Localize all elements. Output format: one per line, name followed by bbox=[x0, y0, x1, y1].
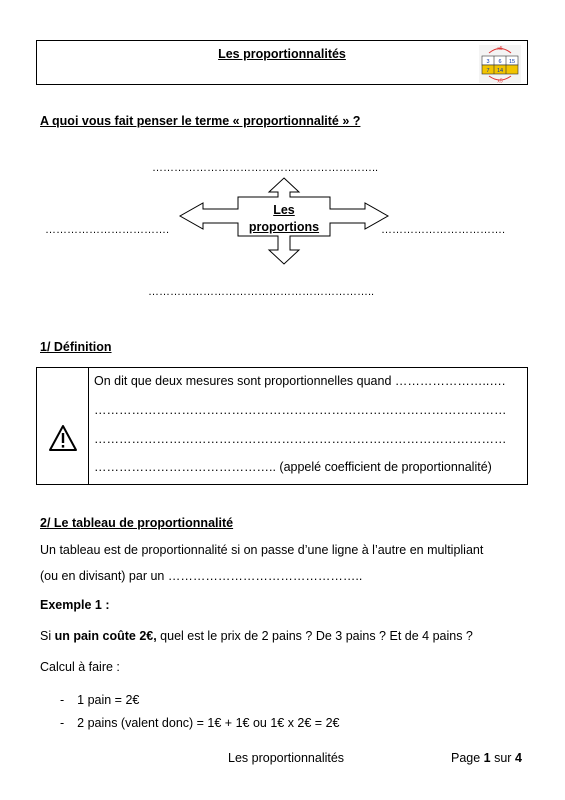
example-heading: Exemple 1 : bbox=[40, 598, 110, 612]
answer-line-right[interactable]: ……………………………. bbox=[381, 224, 506, 236]
section2-heading: 2/ Le tableau de proportionnalité bbox=[40, 516, 234, 530]
footer-title: Les proportionnalités bbox=[228, 751, 345, 765]
logo-bottom-label: x5 bbox=[497, 78, 503, 83]
answer-line-top[interactable]: …………………………………………………….. bbox=[152, 162, 379, 174]
example-prefix: Si bbox=[40, 629, 55, 643]
page-prefix: Page bbox=[451, 751, 484, 765]
logo-cell: 15 bbox=[508, 59, 516, 65]
page-title: Les proportionnalités bbox=[218, 47, 346, 61]
definition-line-2[interactable]: ……………………………………………………………………………………… bbox=[94, 403, 507, 417]
definition-line-1: On dit que deux mesures sont proportionnelles quand …………………..…. bbox=[94, 374, 506, 388]
diagram-label-line2: proportions bbox=[248, 220, 320, 234]
example-suffix: quel est le prix de 2 pains ? De 3 pains ? Et de 4 pains ? bbox=[156, 629, 473, 643]
title-box bbox=[36, 40, 528, 85]
page-middle: sur bbox=[490, 751, 515, 765]
answer-line-left[interactable]: ……………………………. bbox=[45, 224, 170, 236]
definition-divider bbox=[88, 368, 89, 484]
page-total: 4 bbox=[514, 751, 522, 765]
example-question bbox=[40, 629, 473, 643]
page-current: 1 bbox=[483, 751, 491, 765]
page-number bbox=[451, 751, 522, 765]
logo-top-label: x5 bbox=[497, 46, 503, 52]
list-item-text: 2 pains (valent donc) = 1€ + 1€ ou 1€ x 2€ = 2€ bbox=[77, 716, 340, 730]
diagram-label-line1: Les bbox=[273, 203, 295, 217]
definition-line-3[interactable]: ……………………………………………………………………………………… bbox=[94, 432, 507, 446]
question-heading: A quoi vous fait penser le terme « proportionnalité » ? bbox=[40, 114, 361, 128]
list-item-text: 1 pain = 2€ bbox=[77, 693, 140, 707]
logo-cell: 14 bbox=[496, 68, 504, 74]
example-bold-text: un pain coûte 2€, bbox=[54, 629, 157, 643]
list-item bbox=[60, 716, 339, 730]
answer-line-bottom[interactable]: …………………………………………………….. bbox=[148, 286, 375, 298]
definition-line-4: …………………………………….. (appelé coefficient de proportionnalité) bbox=[94, 460, 492, 474]
list-bullet: - bbox=[60, 716, 65, 730]
section2-paragraph-1: Un tableau est de proportionnalité si on passe d’une ligne à l’autre en multipliant bbox=[40, 543, 484, 557]
list-bullet: - bbox=[60, 693, 65, 707]
warning-icon bbox=[48, 424, 78, 452]
logo-cell: 3 bbox=[486, 59, 490, 65]
logo-cell: 7 bbox=[486, 68, 490, 74]
logo-cell: 6 bbox=[498, 59, 502, 65]
section2-paragraph-2: (ou en divisant) par un ……………………………………….. bbox=[40, 569, 363, 583]
calc-label: Calcul à faire : bbox=[40, 660, 120, 674]
definition-box bbox=[36, 367, 528, 485]
definition-heading: 1/ Définition bbox=[40, 340, 112, 354]
proportionality-table-logo bbox=[479, 45, 521, 83]
list-item bbox=[60, 693, 139, 707]
